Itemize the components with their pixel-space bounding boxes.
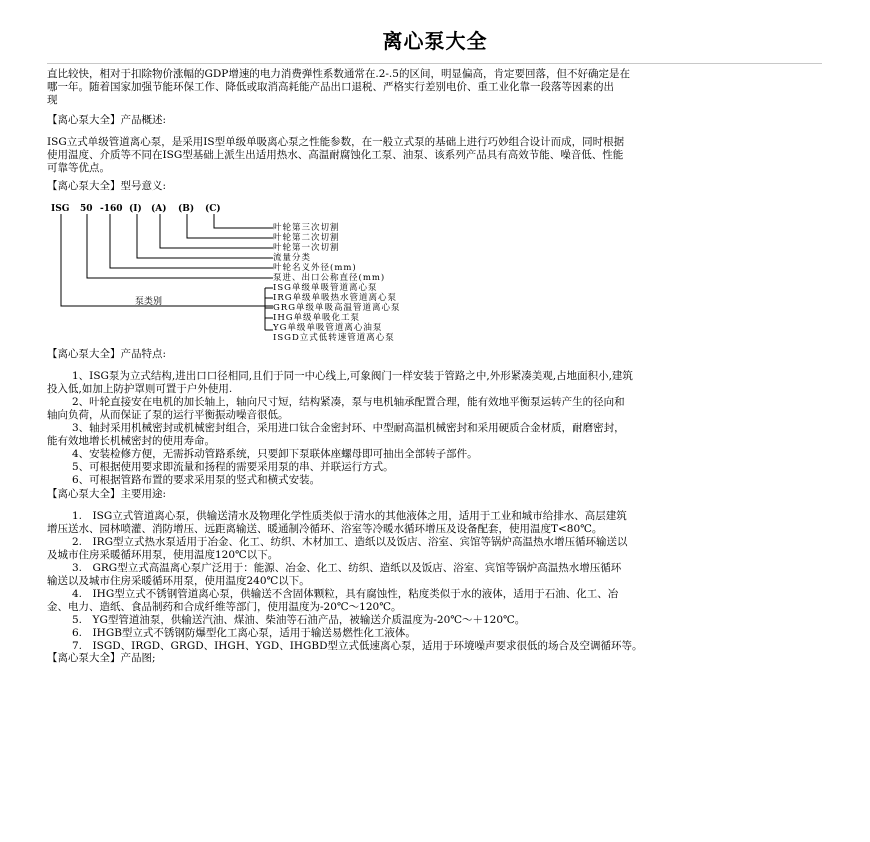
series-label: 泵类别 — [135, 297, 163, 307]
code-b: (B) — [178, 204, 195, 214]
feature-line: 5、可根据使用要求即流量和扬程的需要采用泵的串、并联运行方式。 — [72, 461, 394, 473]
desc-ihg: IHG单级单吸化工泵 — [273, 313, 361, 323]
desc-flow: 流量分类 — [273, 253, 312, 263]
uses-list — [47, 510, 827, 653]
features-heading: 【离心泵大全】产品特点: — [47, 348, 167, 360]
desc-cut-1: 叶轮第一次切割 — [273, 243, 340, 253]
feature-line: 投入低,如加上防护罩则可置于户外使用. — [47, 383, 233, 395]
use-line: 增压送水、园林喷灌、消防增压、远距离输送、暖通制冷循环、浴室等冷暖水循环增压及设备配套，使用温度T<80℃。 — [47, 523, 603, 535]
feature-line: 2、叶轮直接安在电机的加长轴上，轴向尺寸短，结构紧凑，泵与电机轴承配置合理，能有效地平衡泵运转产生的径向和 — [72, 396, 625, 408]
desc-isg: ISG单级单吸管道离心泵 — [273, 283, 378, 293]
feature-line: 能有效地增长机械密封的使用寿命。 — [47, 435, 215, 447]
title-divider — [47, 63, 822, 64]
use-line: 2. IRG型立式热水泵适用于冶金、化工、纺织、木材加工、造纸以及饭店、浴室、宾馆等锅炉高温热水增压循环输送以 — [72, 536, 628, 548]
feature-line: 4、安装检修方便，无需拆动管路系统，只要卸下泵联体座螺母即可抽出全部转子部件。 — [72, 448, 478, 460]
desc-grg: GRG单级单吸高温管道离心泵 — [273, 303, 401, 313]
use-line: 1. ISG立式管道离心泵，供输送清水及物理化学性质类似于清水的其他液体之用，适用于工业和城市给排水、高层建筑 — [72, 510, 627, 522]
model-code-diagram — [47, 200, 467, 343]
intro-line: 直比较快，相对于扣除物价涨幅的GDP增速的电力消费弹性系数通常在.2-.5的区间，明显偏高，肯定要回落，但不好确定是在 — [47, 68, 630, 80]
uses-heading: 【离心泵大全】主要用途: — [47, 488, 167, 500]
code-160: -160 — [100, 204, 123, 214]
use-line: 金、电力、造纸、食品制药和合成纤维等部门，使用温度为-20℃～120℃。 — [47, 601, 402, 613]
diagram-lines — [47, 200, 467, 340]
use-line: 输送以及城市住房采暖循环用泵，使用温度240℃以下。 — [47, 575, 310, 587]
images-heading: 【离心泵大全】产品图; — [47, 652, 156, 664]
overview-line: ISG立式单级管道离心泵，是采用IS型单级单吸离心泵之性能参数，在一般立式泵的基础上进行巧妙组合设计而成，同时根据 — [47, 136, 625, 148]
desc-isgd: ISGD立式低转速管道离心泵 — [273, 333, 395, 343]
desc-cut-2: 叶轮第二次切割 — [273, 233, 340, 243]
desc-diameter: 泵进、出口公称直径(mm) — [273, 273, 386, 283]
feature-line: 3、轴封采用机械密封或机械密封组合，采用进口钛合金密封环、中型耐高温机械密封和采用硬质合金材质，耐磨密封， — [72, 422, 625, 434]
code-i: (I) — [129, 204, 142, 214]
intro-line: 哪一年。随着国家加强节能环保工作、降低或取消高耗能产品出口退税、严格实行差别电价、重工业化靠一段落等因素的出 — [47, 81, 614, 93]
model-heading: 【离心泵大全】型号意义: — [47, 180, 167, 192]
feature-line: 1、ISG泵为立式结构,进出口口径相同,且们于同一中心线上,可象阀门一样安装于管路之中,外形紧凑美观,占地面积小,建筑 — [72, 370, 633, 382]
code-50: 50 — [80, 204, 93, 214]
use-line: 5. YG型管道油泵，供输送汽油、煤油、柴油等石油产品，被输送介质温度为-20℃～＋120℃。 — [72, 614, 526, 626]
intro-paragraph — [47, 68, 827, 107]
code-isg: ISG — [51, 204, 70, 214]
desc-yg: YG单级单吸管道离心油泵 — [273, 323, 383, 333]
use-line: 及城市住房采暖循环用泵，使用温度120℃以下。 — [47, 549, 279, 561]
code-a: (A) — [151, 204, 167, 214]
use-line: 6. IHGB型立式不锈钢防爆型化工离心泵，适用于输送易燃性化工液体。 — [72, 627, 416, 639]
desc-irg: IRG单级单吸热水管道离心泵 — [273, 293, 398, 303]
use-line: 4. IHG型立式不锈钢管道离心泵，供输送不含固体颗粒，具有腐蚀性，粘度类似于水的液体，适用于石油、化工、冶 — [72, 588, 619, 600]
feature-line: 6、可根据管路布置的要求采用泵的竖式和横式安装。 — [72, 474, 321, 486]
page-title: 离心泵大全 — [382, 29, 488, 53]
code-c: (C) — [205, 204, 221, 214]
overview-heading: 【离心泵大全】产品概述: — [47, 114, 167, 126]
desc-cut-3: 叶轮第三次切割 — [273, 223, 340, 233]
use-line: 7. ISGD、IRGD、GRGD、IHGH、YGD、IHGBD型立式低速离心泵，适用于环境噪声要求很低的场合及空调循环等。 — [72, 640, 643, 652]
features-list — [47, 370, 827, 487]
overview-paragraph — [47, 136, 827, 175]
overview-line: 可靠等优点。 — [47, 162, 110, 174]
overview-line: 使用温度、介质等不同在ISG型基础上派生出适用热水、高温耐腐蚀化工泵、油泵、该系列产品具有高效节能、噪音低、性能 — [47, 149, 624, 161]
intro-line: 现 — [47, 94, 58, 106]
desc-impeller: 叶轮名义外径(mm) — [273, 263, 357, 273]
use-line: 3. GRG型立式高温离心泵广泛用于：能源、冶金、化工、纺织、造纸以及饭店、浴室、宾馆等锅炉高温热水增压循环 — [72, 562, 622, 574]
feature-line: 轴向负荷，从而保证了泵的运行平衡振动噪音很低。 — [47, 409, 289, 421]
